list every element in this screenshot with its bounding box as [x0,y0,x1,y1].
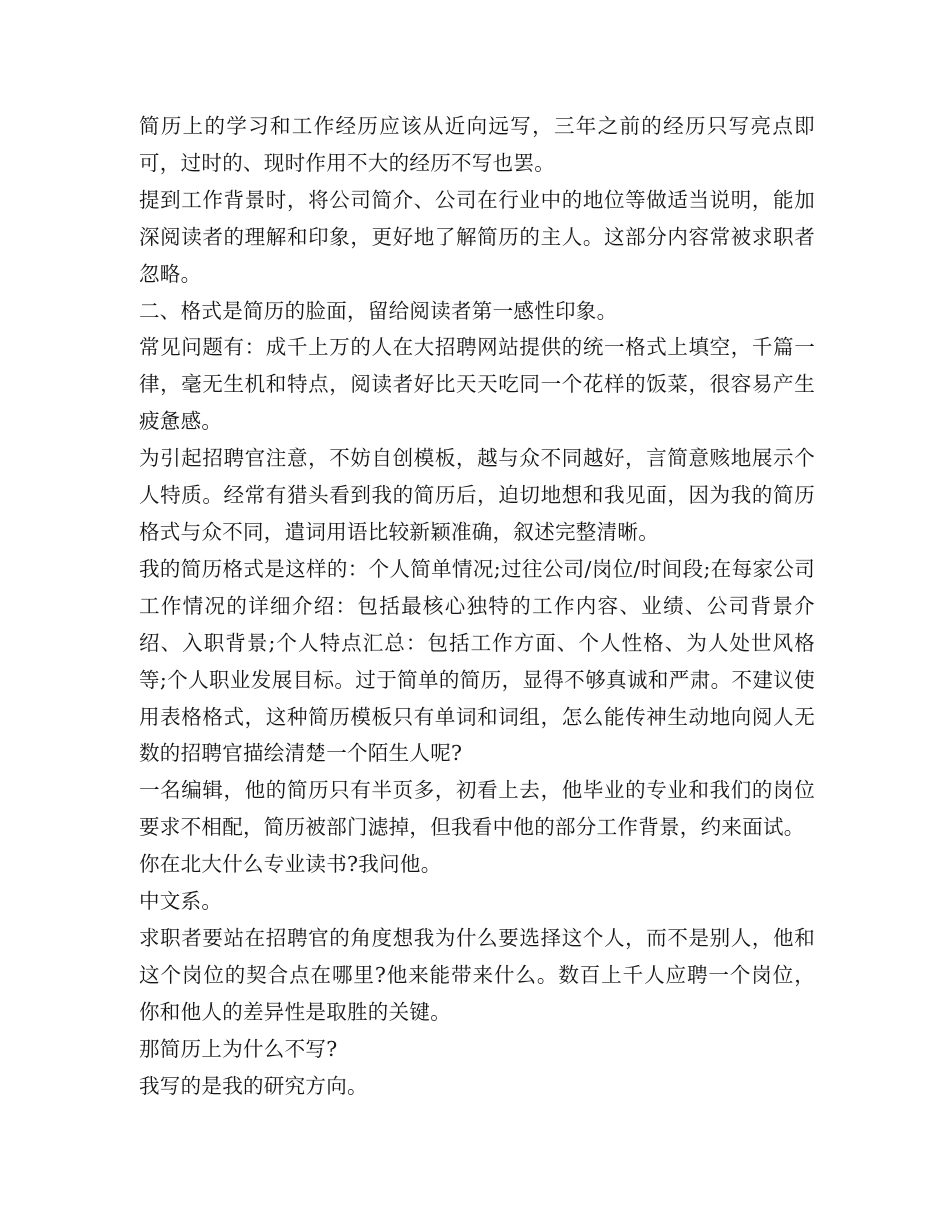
paragraph: 我的简历格式是这样的：个人简单情况;过往公司/岗位/时间段;在每家公司工作情况的详细介绍：包括最核心独特的工作内容、业绩、公司背景介绍、入职背景;个人特点汇总：包括工作方面、个人性格、为人处世风格等;个人职业发展目标。过于简单的简历，显得不够真诚和严肃。不建议使用表格格式，这种简历模板只有单词和词组，怎么能传神生动地向阅人无数的招聘官描绘清楚一个陌生人呢? [139,556,815,766]
paragraph: 你在北大什么专业读书?我问他。 [139,852,442,877]
document-page [139,108,815,1104]
paragraph: 二、格式是简历的脸面，留给阅读者第一感性印象。 [139,298,618,323]
paragraph: 那简历上为什么不写? [139,1036,338,1061]
paragraph: 提到工作背景时，将公司简介、公司在行业中的地位等做适当说明，能加深阅读者的理解和印象，更好地了解简历的主人。这部分内容常被求职者忽略。 [139,187,815,286]
paragraph: 一名编辑，他的简历只有半页多，初看上去，他毕业的专业和我们的岗位要求不相配，简历被部门滤掉，但我看中他的部分工作背景，约来面试。 [139,778,815,840]
paragraph: 为引起招聘官注意，不妨自创模板，越与众不同越好，言简意赅地展示个人特质。经常有猎头看到我的简历后，迫切地想和我见面，因为我的简历格式与众不同，遣词用语比较新颖准确，叙述完整清晰。 [139,446,815,544]
paragraph: 简历上的学习和工作经历应该从近向远写，三年之前的经历只写亮点即可，过时的、现时作用不大的经历不写也罢。 [139,114,815,175]
paragraph: 我写的是我的研究方向。 [139,1073,368,1098]
paragraph: 求职者要站在招聘官的角度想我为什么要选择这个人，而不是别人，他和这个岗位的契合点在哪里?他来能带来什么。数百上千人应聘一个岗位，你和他人的差异性是取胜的关键。 [139,925,815,1024]
paragraph: 常见问题有：成千上万的人在大招聘网站提供的统一格式上填空，千篇一律，毫无生机和特点，阅读者好比天天吃同一个花样的饭菜，很容易产生疲惫感。 [139,335,815,434]
paragraph: 中文系。 [139,889,223,914]
